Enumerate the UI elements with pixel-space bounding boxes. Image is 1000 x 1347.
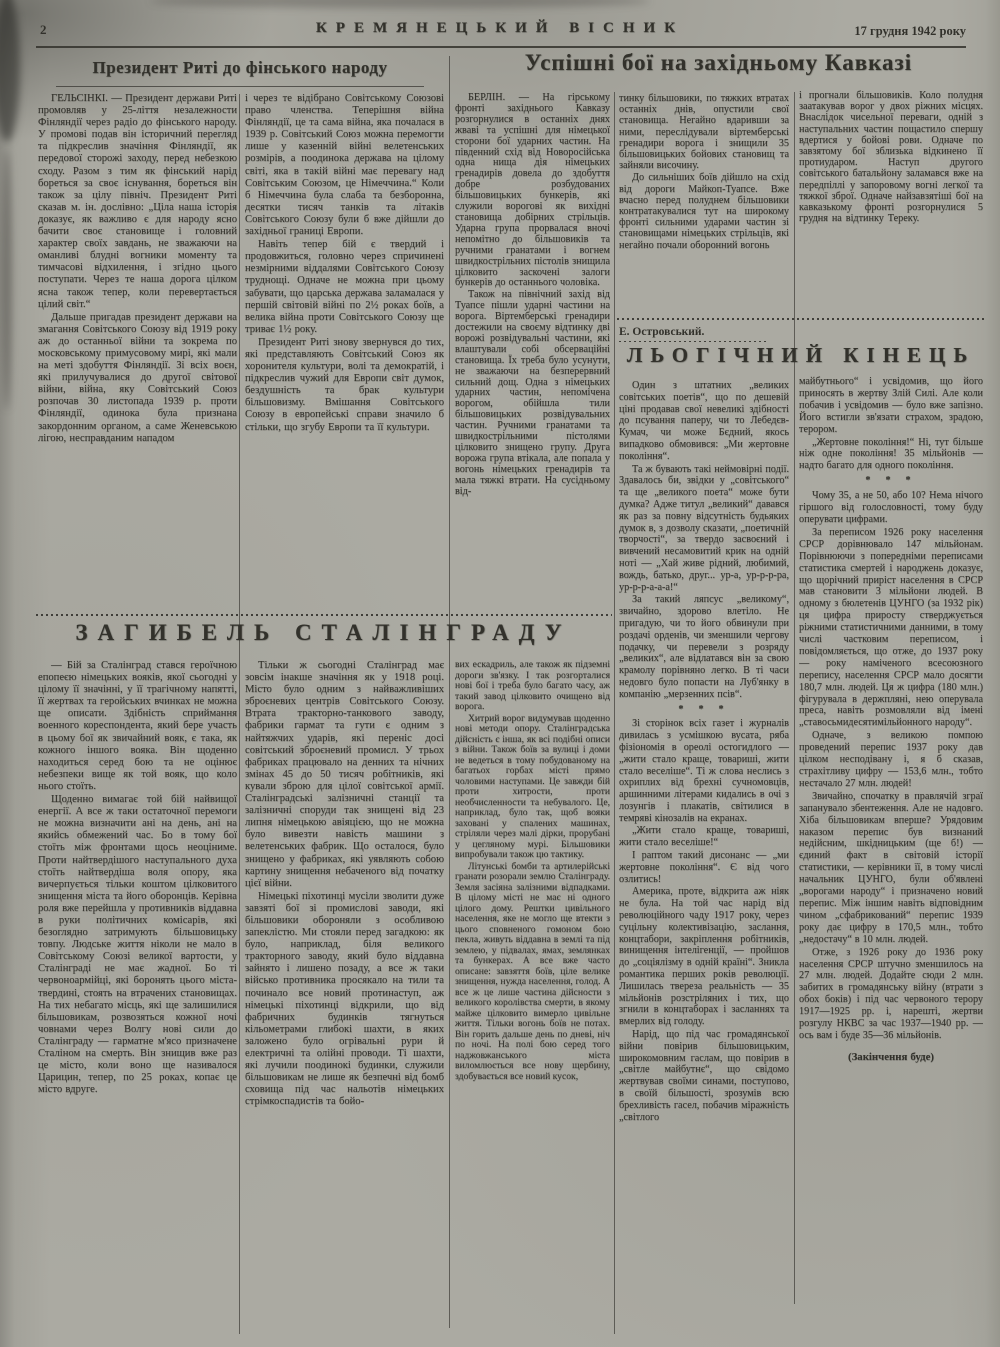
article-ryti-column-2: і через те відібрано Совітському Союзові право членства. Теперішня війна Фінляндії, це та сама війна, яка почалася в 1939 р. Совітський Союз можна перемогти лише у казенній війні велетенських розмірів, а поодинока держава на цілому світі, яка в такій війні має перевагу над Совітським Союзом, це Німеччина.“ Коли б Німеччина була слаба та безборонна, десятки тисяч танків та літаків Совітського Союзу були б вже дійшли до західньої границі Европи. Навіть тепер бій є твердий і продовжиться, головно через спричинені незмірними віддалями Совітського Союзу труднощі. Одначе не можна при цьому забувати, що царська держава заламалася у першій світовій війні по 2½ роках боїв, а велика війна проти Совітського Союзу ще триває 1½ року. Президент Риті знову звернувся до тих, які представляють Совітський Союз як хоронителя культури, волі та демократій, і підкреслив чужий для Европи світ думок, бездушність та брак культури більшовизму. Вмішання Совітського Союзу в европейські справи значило б стільки, що згубу Европи та її культури. [245,93,444,433]
headline-rule [56,86,424,87]
column-divider [794,92,795,1304]
scan-smudge [150,0,650,8]
byline-dotted-rule [619,341,767,342]
article-kinets-headline: ЛЬОГІЧНИЙ КІНЕЦЬ [626,343,976,367]
article-ryti-headline: Президент Риті до фінського народу [92,58,388,77]
article-stalingrad-column-1: — Бій за Сталінград стався героїчною епопеєю німецьких вояків, якої сьогодні у цілому її значінні, у її трагічному напятті, її жертвах та геройських вчинках не можна ще описати. Здібність сприймання военного кореспондента, який бере участь в цьому бої як звичайний вояк, є така, як кожного іншого вояка. Він щоденно находиться серед бою та не оцінює небезпеки вище як той вояк, що коло нього стоїть. Щоденно вимагає той бій найвищої енергії. А все ж таки остаточної перемоги не можна визначити ані на день, ані на якийсь обмежений час. Бо в тому бої стоїть між фронтами щось неоціниме. Проти найтвердішого наступального духа стоїть найтвердіша воля опору, яка вичерпується тільки коштом цілковитого знищення міста та його оборонців. Керівна роля вже перейшла у противників віддавна в руки політичних комісарів, які безоглядно затримують більшовицьку товпу. Людське життя ніколи не мало в Совітському Союзі великої вартости, у Сталінграді не має жадної. Бо ті червоноармійці, які боронять цього міста-твердині, стоять на втрачених становищах. На тих небагато місць, які ще залишилися більшовикам, розвозяться кожної ночі човнами через Волгу нові сили до Сталінграду — гарматне м'ясо призначене Сталіном на смерть. Він знищив вже раз це місто, коли воно ще називалося Царицин, тепер, по 25 роках, копає це місто вдруге. [38,660,237,1096]
article-stalingrad-column-3: вих ескадриль, але також як підземні дороги зв'язку. І так розгорталися нові бої і треба було багато часу, аж такий завод цілковито очищено від ворога. Хитрий ворог видумував щоденно нові методи опору. Сталінградська дійсність є інша, як всі подібні описи з війни. Також боїв за вулиці і доми не ведеться в тому побудованому на багатьох горбах місті прямо чоловими наступами. Це завжди бій проти хитрости, проти необчисленности та небувалого. Це, наприклад, було так, щоб вояки заховані у спалених машинах, стріляли через малі дірки, прорубані у цегляному мурі. Більшовики випробували також цю тактику. Літунські бомби та артилерійські гранати розорали землю Сталінграду. Земля засіяна залізними відпадками. В цілому місті не має ні одного цілого дому. Рештки цивільного населення, яке не могло ще втекти з цього сповненого гомоном бою пекла, живуть віддавна в землі та під землею, у підвалах, ямах, землянках та бункерах. А все вже часто описане: завзяття боїв, ціле велике знищення, нужда населення, голод. А все ж це лише частина дійсности з великого королівства смерти, в якому майже цілковито вимерло цивільне життя. Тільки вогонь боїв не потах. Він горить дальше день по дневі, ніч по ночі. На полі бою серед того наджовжанського міста виломлюється все нову щербину, здобувається все новий кусок, [455,660,610,1082]
article-stalingrad-headline: ЗАГИБЕЛЬ СТАЛІНГРАДУ [75,620,572,645]
article-kinets-byline: Е. Островський. [619,326,705,338]
article-kavkaz-column-2: тинку більшовики, по тяжких втратах останніх днів, опустили свої становища. Негайно вдаривши за ними, переслідували віртемберські гренадири ворога і знищили 35 більшовицьких бойових становищ та зайняли височину. До сильніших боїв дійшло на схід від дороги Майкоп-Туапсе. Вже вчасно перед полуднем більшовики контратакувалися тут на широкому фронті сильними ударами частин зі становищами німецьких стрільців, які негайно почали оборонний вогонь [619,93,789,251]
to-be-continued-note: (Закінчення буде) [848,1050,934,1063]
article-kinets-column-2-text: майбутнього“ і усвідомив, що його приносять в жертву Злій Силі. Але коли побачив і усвідомив — було вже запізно. Його встигли зв'язати страхом, зрадою, терором. „Жертовне покоління!“ Ні, тут більше ніж одне покоління! 35 мільйонів — надто багато для одного покоління. * * * Чому 35, а не 50, або 10? Нема нічого гіршого від голословності, тому буду оперувати цифрами. За переписом 1926 року населення СРСР дорівнювало 147 мільйонам. Порівнюючи з попередніми переписами статистика смертей і народжень доказує, що щорічний приріст населення в СРСР мав становити 3 мільйони людей. В одному з бюлетенів ЦУНГО (за 1932 рік) ця цифра приросту стверджується ріжними статистичними данними, в тому числі частковим переписом, і повідомляється, що отже, до 1937 року — року наміченого всесоюзного перепису, населення СРСР мало досягти 180,7 млн. людей. Ця ж цифра (180 млн.) фігурувала в держпляні, нею оперувала преса, навіть розмовляли від імені „ставосьмидесятимільйонного народу“. Одначе, з великою помпою проведений перепис 1937 року дав цілком несподівану і, я б сказав, страхітливу цифру — 153,6 млн., тобто нестачало 27 млн. людей! Звичайно, спочатку в правлячій зграї запанувало збентеження. Але не надовго. Хіба більшовикам вперше? Урядовим наказом перепис був визнаний недійсним, шкідницьким (ще б!) — єдиний факт в світовій історії статистики, — керівники її, в тому числі начальник ЦУНГО, були об'явлені „ворогами народу“ і призначено новий перепис. Між іншим навіть відповідним чином „сфабрикований“ перепис 1939 року дає цифру в 170,5 млн., тобто „недостачу“ в 10 млн. людей. Отже, з 1926 року до 1936 року населення СРСР штучно зменшилось на 27 млн. людей. Додайте сюди 2 млн. забитих в громадянську війну (втрати з обох боків) і під час червоного терору 1917—1925 рр. і, нарешті, жертви розгулу НКВС за час 1937—1940 рр. — ось вам і буде 35—36 мільйонів. [799,376,983,1041]
article-stalingrad-column-2: Тільки ж сьогодні Сталінград має зовсім інакше значіння як у 1918 році. Місто було одним з найважливіших зброєневих центрів Совітського Союзу. Втрата тракторно-танкового заводу, фабрики гармат та гути є одним з найтяжчих ударів, які переніс досі совітський зброєневий промисл. У трьох фабриках працювало на денних та нічних змінах 45 до 50 тисяч робітників, які кували зброю для цілої совітської армії. Сталінградські залізничні станції та залізничні споруди так знищені від 23 липня німецькою авіяцією, що не можна було вивезти навість машини з велетенських фабрик. Що осталося, було знищено у фабриках, які уявляють собою картину знищення небаченого від початку цієї війни. Німецькі піхотинці мусіли зволити дуже завзяті бої зі промислові заводи, які більшовики обороняли з особливою запеклістю. Ми стояли перед загадкою: як було, наприклад, біля великого тракторного заводу, який було віддавна зайнято і лишено позаду, а все ж таки військо противника просякало на тили та починало все новий протинаступ, аж німецькі піхотинці відкрили, що від фабричних будинків тягнуться кільометрами глибокі шахти, в яких заложено було огрівальні рури й електричні та олійні проводи. Ті шахти, які лучили поодинокі будинки, служили більшовикам не лише як безпечні від бомб сховища під час нальотів німецьких стрімкоспадистів та бойо- [245,660,444,1108]
scan-smudge [2,150,12,410]
article-kavkaz-headline: Успішні бої на західньому Кавказі [524,50,913,75]
section-dotted-rule [617,318,985,320]
header-rule [36,46,966,48]
column-divider [614,92,615,1334]
column-divider [239,94,240,1334]
section-dotted-rule [36,614,612,616]
issue-date: 17 грудня 1942 року [854,24,966,38]
article-kinets-column-1: Один з штатних „великих совітських поетів“, що по дешевій ціні продавав свої невеликі здібності до псування паперу, чи то Лебедєв-Кумач, чи може Бєдний, якось випадково обмовився: „Ми жертовне покоління“. Та ж бувають такі неймовірні події. Здавалось би, звідки у „совітського“ та ще „великого поета“ може бути думка? Адже титул „великий“ давався як раз за повну відсутність будьяких думок в, з дозволу сказати, „поетичній творчості“, за твердо засвоєний і вивчений несамовитий крик на одній ноті — „Хай живе рідний, любимий, вождь, батько, друг... ур-а, ур-р-р-ра, ур-р-р-а-а-а!“ За такий ляпсус „великому“, звичайно, здорово влетіло. Не пригадую, чи то його обвинули при роздачі орденів, чи зменшили чергову подачку, чи перевели з розряду „великих“, але відлатався він за свою крамолу порівняно легко. В ті часи недовго було попасти на Луб'янку в компанію „мерзенних псів“. * * * Зі сторінок всіх газет і журналів дивилась з усмішкою вусата, ряба фізіономія в ореолі остогидлого — „жити стало краще, товариші, жити стало веселіше“. Ті ж слова неслись з охриплих від брехні сучномовців, аршинними літерами кидались в очі з лозунгів і плакатів, світилися в темряві кінозалів на екранах. „Жити стало краще, товариші, жити стало веселіше!“ І раптом такий дисонанс — „ми жертовне покоління“. Є від чого озлитись! Америка, проте, відкрита аж ніяк не була. На той час нарід від революційного чаду 1917 року, через суцільну колективізацію, заслання, концтабори, закріплення робітників, винищення інтелігенції, — пройшов до „соціялізму в одній країні“. Зникла романтика перших років революції. Лишилась твереза реальність — 35 мільйонів розстріляних і тих, що згнили в концтаборах і засланнях та вмерлих від голоду. Нарід, що під час громадянської війни повірив більшовицьким, широкомовним гаслам, що повірив в „світле майбутнє“, що свідомо жертвував своїми синами, поступово, в своїй більшості, зрозумів всю брехливість гасел, побачив міражність „світлого [619,380,789,1123]
article-kinets-column-2 [799,376,983,1332]
column-divider [449,56,450,1328]
article-ryti-column-1: ГЕЛЬСІНКІ. — Президент держави Риті промовляв у 25-ліття незалежности Фінляндії через радіо до фінського народу. У промові подав він історичний перегляд та підкреслив значіння Фінляндії, як передової сторожі заходу, перед небезкою сходу. Разом з тим як фінський нарід бореться за своє існування, бореться він також за цілу північ. Президент Риті сказав м. ін. дослівно: „Ціла наша історія доказує, як важливо є для народу ясно бачити своє становище і головний характер своїх завдань, не зважаючи на оманливі блудні вогники моменту та тимчасові відхилення, і згідно цього поступати. Через те наша дорога цілком ясна також тепер, коли перевертається цілий світ.“ Дальше пригадав президент держави на змагання Совітського Союзу від 1919 року аж до останньої війни та зокрема по московському примусовому мирі, які мали на меті здобуття Фінляндії. Зі всіх воєн, які прилучувалися до другої світової війни, війна, яку Совітський Союз розпочав 30 листопада 1939 р. проти Фінляндії, одинока була признана закордонним органом, а саме Женевською лігою, несправданим нападом [38,93,237,444]
masthead-title: КРЕМЯНЕЦЬКИЙ ВІСНИК [315,20,685,36]
article-kavkaz-column-3: і прогнали більшовиків. Коло полудня заатакував ворог у двох ріжних місцях. Внаслідок чисельної переваги, одній з наступальних частин пощастило спершу вдертися у бойові рови. Одначе по завзятому бої зблизька відкинено її протиударом. Наступ другого совітського батальйону заламався вже на передпіллі у запоровому вогні легкої та тяжкої зброї. Одначе найзавзятіші бої на кавказькому фронті розгорнулися 5 грудня на відтинку Тереку. [799,90,983,225]
page-number: 2 [40,22,47,37]
article-kavkaz-column-1: БЕРЛІН. — На гірському фронті західнього Кавказу розгорнулися в останніх днях жваві та успішні для німецької сторони бої ударних частин. На південний схід від Новоросійська одна нища дія німецьких гренадирів довела до здобуття добре розбудованих більшовицьких бункерів, які служили ворогові як вихідні становища добірних стрільців. Ударна група прорвалася вночі непомітно до більшовиків та ручними гранатами і вогнем швидкострільних пістолів знищила цілковито заскочені залоги бункерів до останнього чоловіка. Також на північний захід від Туапсе пішли ударні частини на ворога. Віртемберські гренадири достежили на своєму відтинку дві ворожі розвідувальні частини, які влаштували собі обсерваційні становища. Їх треба було усунути, не зважаючи на безперервний сильний дощ. Одна з німецьких ударних частин, непомічена ворогом, обійшла тили більшовицьких розвідувальних частин. Ручними гранатами та швидкострільними пістолями цілковито знищено групу. Друга ворожа група втікала, але попала у вогонь німецьких гренадирів та мала тяжкі втрати. На сусідньому від- [455,93,610,497]
